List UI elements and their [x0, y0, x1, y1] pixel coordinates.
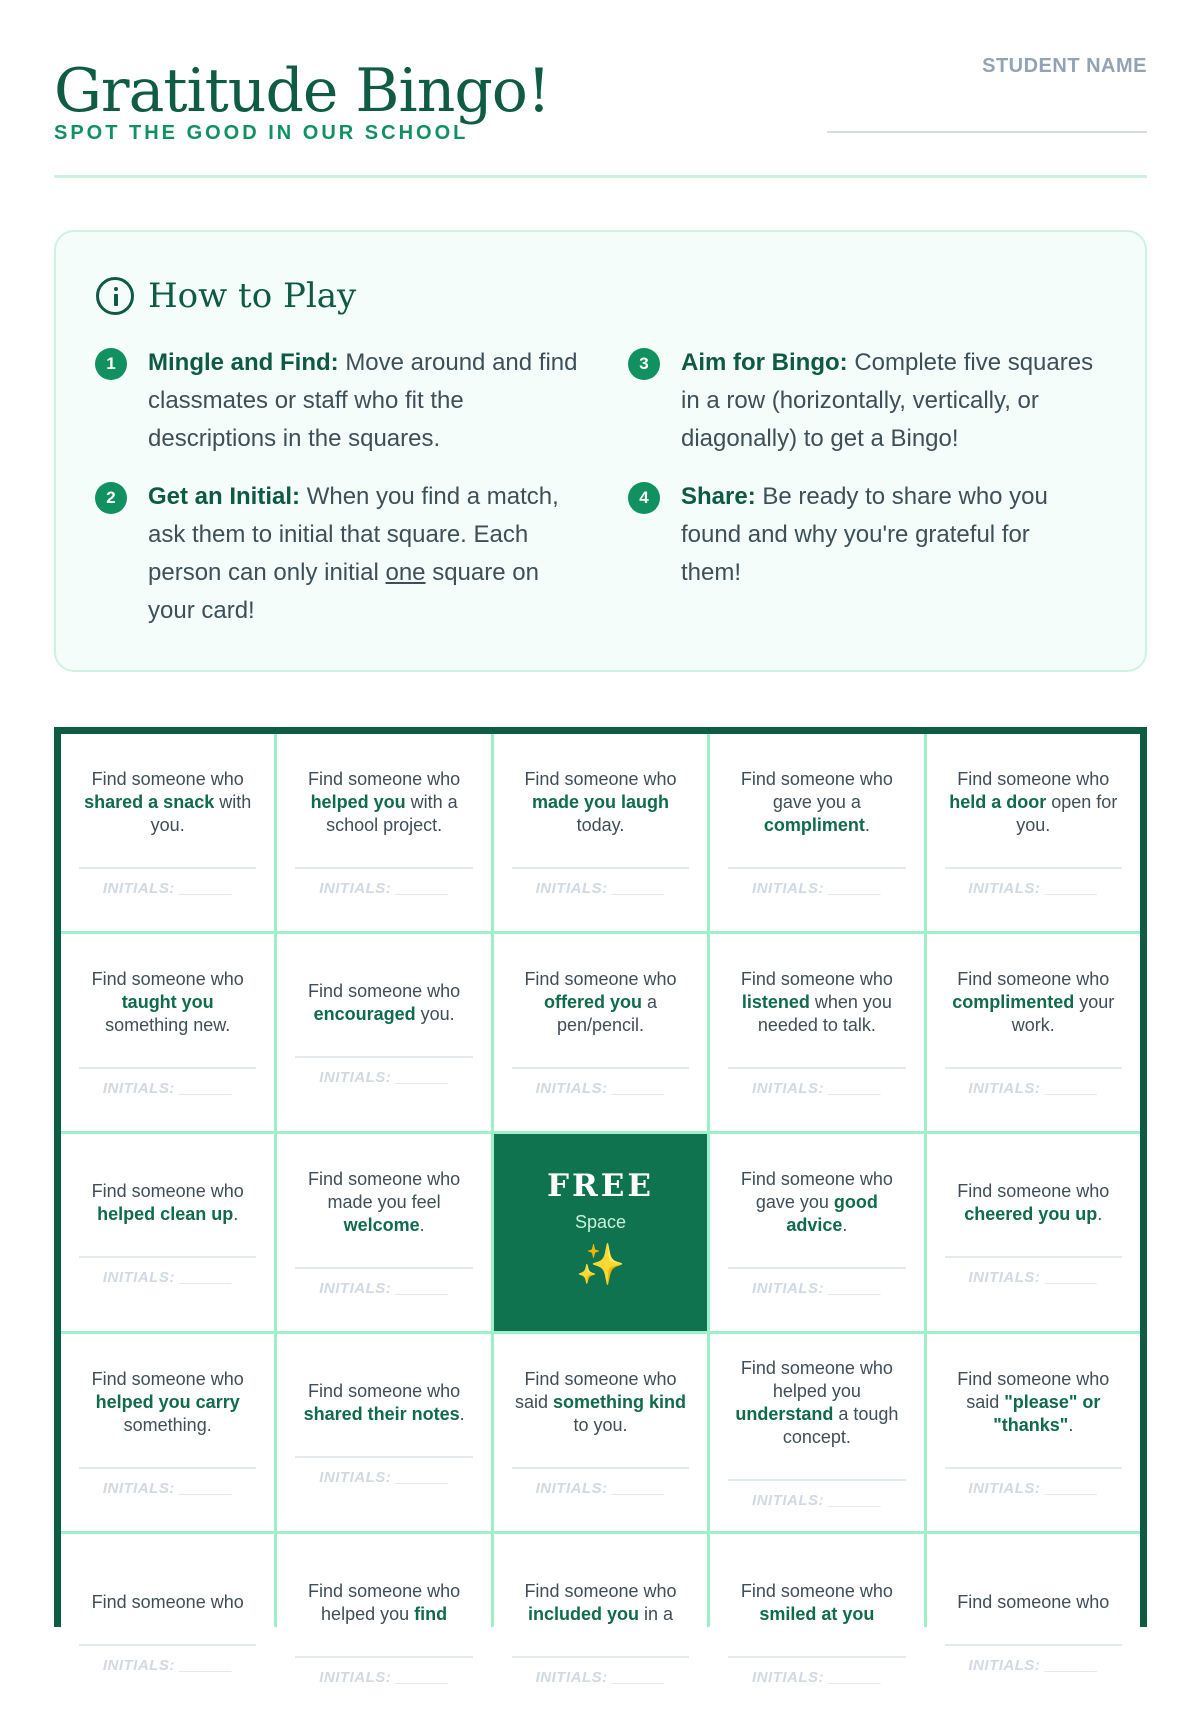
bingo-square-plain: said — [514, 1392, 553, 1412]
step-text: When you find a match, ask them to initial that square. Each person can only initial — [148, 483, 559, 586]
initials-line — [295, 1656, 472, 1658]
initials-label[interactable]: INITIALS: ______ — [319, 1668, 449, 1686]
bingo-square-text — [728, 1168, 905, 1237]
bingo-square-prefix: Find someone who — [957, 1180, 1110, 1201]
step-title: Get an Initial: — [148, 483, 301, 510]
bingo-square[interactable] — [927, 934, 1140, 1131]
initials-line — [728, 1267, 905, 1269]
bingo-square-text — [945, 1591, 1122, 1614]
bingo-square-prefix: Find someone who — [957, 1369, 1110, 1389]
initials-label[interactable]: INITIALS: ______ — [535, 1080, 666, 1097]
bingo-square[interactable] — [494, 1334, 707, 1531]
bingo-square-prefix: Find someone who — [524, 969, 677, 989]
bingo-square-plain: . — [419, 1215, 425, 1235]
how-to-play-title: How to Play — [148, 276, 357, 316]
bingo-square-highlight: included you — [527, 1603, 639, 1624]
step-number-badge: 1 — [95, 348, 127, 380]
bingo-square-text — [295, 980, 472, 1026]
bingo-square-prefix: Find someone who — [957, 969, 1110, 989]
bingo-square-text — [945, 1368, 1122, 1437]
bingo-square-prefix: Find someone who — [740, 1580, 893, 1601]
initials-line — [728, 1656, 905, 1658]
step-number-badge: 2 — [95, 482, 127, 514]
initials-line — [728, 1067, 905, 1069]
bingo-square-text — [295, 1380, 472, 1426]
initials-label[interactable]: INITIALS: ______ — [319, 1068, 449, 1086]
step-text: square on your card! — [148, 559, 539, 624]
bingo-square-prefix: Find someone who — [740, 969, 893, 989]
bingo-square-highlight: helped clean up — [97, 1203, 234, 1224]
step-title: Mingle and Find: — [148, 349, 339, 376]
bingo-square-highlight: taught you — [121, 992, 214, 1012]
how-to-play-panel — [54, 230, 1147, 672]
bingo-square-prefix: Find someone who — [91, 1592, 244, 1612]
step-number-badge: 3 — [628, 348, 660, 380]
initials-line — [79, 1467, 256, 1469]
bingo-square-text — [79, 968, 256, 1037]
step-text: Complete five squares in a row (horizontally, vertically, or diagonally) to get a Bingo! — [681, 349, 1094, 452]
bingo-square-prefix: Find someone who — [308, 1580, 461, 1601]
bingo-square-text — [945, 968, 1122, 1037]
initials-line — [295, 1456, 472, 1458]
bingo-square[interactable] — [277, 1534, 490, 1731]
bingo-square[interactable] — [61, 934, 274, 1131]
bingo-square-highlight: "please" or "thanks" — [993, 1392, 1101, 1435]
bingo-square-plain: said — [966, 1392, 1005, 1412]
bingo-square[interactable] — [927, 1134, 1140, 1331]
bingo-square-prefix: Find someone who — [740, 1169, 893, 1189]
bingo-square[interactable] — [277, 734, 490, 931]
bingo-square[interactable] — [61, 734, 274, 931]
bingo-square-highlight: something kind — [553, 1392, 687, 1412]
bingo-worksheet — [54, 0, 1147, 1686]
page-title: Gratitude Bingo! — [54, 56, 550, 126]
step-number-badge: 4 — [628, 482, 660, 514]
bingo-square-prefix: Find someone who — [308, 1169, 461, 1189]
bingo-square-text — [79, 1180, 256, 1226]
bingo-square-plain: when you needed to talk. — [757, 992, 892, 1035]
initials-line — [512, 867, 689, 869]
initials-line — [79, 867, 256, 869]
bingo-square-highlight: cheered you up — [964, 1203, 1098, 1224]
header — [54, 0, 1147, 178]
bingo-square-text — [728, 768, 905, 837]
bingo-square[interactable] — [710, 1134, 923, 1331]
step-text: Move around and find classmates or staff who fit the descriptions in the squares. — [148, 349, 578, 452]
initials-line — [79, 1256, 256, 1258]
how-to-play-header — [96, 276, 356, 316]
bingo-square-plain: you. — [415, 1003, 455, 1024]
initials-label[interactable]: INITIALS: ______ — [968, 1657, 1099, 1674]
bingo-square-highlight: welcome — [343, 1215, 420, 1235]
bingo-square-highlight: shared a snack — [84, 792, 215, 812]
bingo-square-highlight: offered you — [543, 992, 642, 1012]
bingo-square-highlight: smiled at you — [759, 1603, 875, 1624]
bingo-square-plain: helped you — [772, 1380, 861, 1401]
initials-line — [945, 867, 1122, 869]
bingo-square-plain: to you. — [573, 1415, 628, 1435]
step-4 — [639, 478, 1061, 592]
bingo-square[interactable] — [710, 1534, 923, 1731]
bingo-square-plain: with a school project. — [326, 792, 458, 835]
bingo-square-prefix: Find someone who — [740, 1357, 893, 1378]
bingo-square[interactable] — [710, 734, 923, 931]
initials-line — [512, 1067, 689, 1069]
initials-label[interactable]: INITIALS: ______ — [968, 880, 1099, 897]
bingo-square-prefix: Find someone who — [524, 1580, 677, 1601]
bingo-square-plain: something new. — [105, 1015, 231, 1035]
bingo-square-plain: . — [864, 815, 870, 835]
bingo-square-prefix: Find someone who — [740, 769, 893, 789]
initials-label[interactable]: INITIALS: ______ — [752, 1491, 882, 1509]
bingo-square-plain: your work. — [1011, 992, 1115, 1035]
initials-line — [79, 1067, 256, 1069]
bingo-square-highlight: encouraged — [313, 1003, 416, 1024]
bingo-square-text — [512, 1368, 689, 1437]
initials-label[interactable]: INITIALS: ______ — [752, 880, 882, 897]
initials-label[interactable]: INITIALS: ______ — [752, 1668, 882, 1686]
bingo-square-prefix: Find someone who — [524, 1369, 677, 1389]
bingo-square-text — [79, 768, 256, 837]
bingo-square[interactable] — [927, 1534, 1140, 1731]
sparkles-icon: ✨ — [575, 1243, 626, 1287]
initials-line — [945, 1467, 1122, 1469]
step-1 — [106, 344, 588, 458]
bingo-square-text — [945, 768, 1122, 837]
bingo-square[interactable] — [61, 1534, 274, 1731]
initials-label[interactable]: INITIALS: ______ — [968, 1268, 1099, 1286]
initials-label[interactable]: INITIALS: ______ — [752, 1280, 882, 1297]
step-title: Aim for Bingo: — [681, 349, 848, 376]
bingo-square[interactable] — [277, 1134, 490, 1331]
bingo-square-plain: . — [1097, 1203, 1103, 1224]
step-title: Share: — [681, 483, 756, 510]
bingo-square[interactable] — [710, 934, 923, 1131]
bingo-square-plain: with you. — [150, 792, 252, 835]
initials-label[interactable]: INITIALS: ______ — [968, 1080, 1099, 1097]
bingo-square-highlight: shared their notes — [303, 1403, 460, 1424]
bingo-grid — [54, 727, 1147, 1686]
free-space-subtitle: Space — [574, 1212, 627, 1232]
bingo-square-prefix: Find someone who — [524, 769, 677, 789]
step-3 — [639, 344, 1111, 458]
bingo-square-prefix: Find someone who — [957, 1592, 1110, 1612]
bingo-square-plain: gave you a — [772, 792, 861, 812]
bingo-square[interactable] — [710, 1334, 923, 1531]
bingo-square-plain: something. — [123, 1415, 212, 1435]
initials-label[interactable]: INITIALS: ______ — [102, 1480, 233, 1497]
bingo-square-text — [945, 1180, 1122, 1226]
step-text: Be ready to share who you found and why you're grateful for them! — [681, 483, 1048, 586]
initials-line — [728, 1479, 905, 1481]
initials-label[interactable]: INITIALS: ______ — [102, 1080, 233, 1097]
bingo-square-highlight: helped you carry — [95, 1392, 240, 1412]
bingo-square-prefix: Find someone who — [308, 980, 461, 1001]
initials-label[interactable]: INITIALS: ______ — [752, 1080, 882, 1097]
bingo-square-text — [295, 768, 472, 837]
bingo-square-text — [79, 1591, 256, 1614]
bingo-square-text — [512, 768, 689, 837]
bingo-square-text — [728, 1580, 905, 1626]
bingo-square-highlight: held a door — [949, 792, 1047, 812]
bingo-square-plain: a tough concept. — [782, 1403, 899, 1447]
bingo-square-text — [295, 1168, 472, 1237]
bingo-square-text — [512, 968, 689, 1037]
bingo-square-plain: made you feel — [327, 1192, 441, 1212]
bingo-square-prefix: Find someone who — [308, 769, 461, 789]
bingo-square[interactable] — [277, 1334, 490, 1531]
bingo-square-plain: a pen/pencil. — [556, 992, 657, 1035]
initials-label[interactable]: INITIALS: ______ — [102, 880, 233, 897]
bingo-square-highlight: made you laugh — [531, 792, 669, 812]
initials-line — [512, 1467, 689, 1469]
initials-line — [512, 1656, 689, 1658]
bingo-square-highlight: compliment — [763, 815, 865, 835]
bingo-square-plain: . — [459, 1403, 465, 1424]
bingo-square[interactable] — [927, 734, 1140, 931]
bingo-square-plain: helped you — [321, 1603, 415, 1624]
bingo-square-plain: . — [842, 1215, 848, 1235]
bingo-square-text — [728, 968, 905, 1037]
step-text-underlined: one — [385, 559, 426, 586]
bingo-square-highlight: listened — [741, 992, 810, 1012]
bingo-square-plain: open for you. — [1016, 792, 1118, 835]
initials-line — [295, 1056, 472, 1058]
initials-label[interactable]: INITIALS: ______ — [319, 1280, 449, 1297]
initials-label[interactable]: INITIALS: ______ — [319, 880, 449, 897]
initials-label[interactable]: INITIALS: ______ — [535, 880, 666, 897]
bingo-square[interactable] — [927, 1334, 1140, 1531]
initials-line — [728, 867, 905, 869]
bingo-square[interactable] — [494, 1534, 707, 1731]
bingo-square-text — [512, 1580, 689, 1626]
initials-line — [79, 1644, 256, 1646]
bingo-square-highlight: good advice — [786, 1192, 878, 1235]
bingo-square-prefix: Find someone who — [91, 1369, 244, 1389]
initials-line — [945, 1644, 1122, 1646]
initials-label[interactable]: INITIALS: ______ — [319, 1468, 449, 1486]
bingo-square[interactable] — [277, 934, 490, 1131]
bingo-square[interactable] — [494, 734, 707, 931]
initials-line — [945, 1067, 1122, 1069]
bingo-square-plain: today. — [576, 815, 625, 835]
info-icon — [96, 277, 134, 315]
bingo-square-prefix: Find someone who — [308, 1380, 461, 1401]
initials-label[interactable]: INITIALS: ______ — [968, 1480, 1099, 1497]
bingo-square-plain: in a — [638, 1603, 674, 1624]
free-space-title: FREE — [546, 1168, 654, 1204]
initials-label[interactable]: INITIALS: ______ — [102, 1657, 233, 1674]
bingo-square[interactable] — [61, 1334, 274, 1531]
bingo-square-highlight: understand — [735, 1403, 834, 1424]
bingo-square-prefix: Find someone who — [91, 769, 244, 789]
bingo-square-text — [79, 1368, 256, 1437]
initials-label[interactable]: INITIALS: ______ — [102, 1268, 233, 1286]
initials-line — [945, 1256, 1122, 1258]
initials-line — [295, 1267, 472, 1269]
initials-label[interactable]: INITIALS: ______ — [535, 1668, 666, 1686]
free-space-cell — [494, 1134, 707, 1331]
bingo-square[interactable] — [61, 1134, 274, 1331]
student-name-label: STUDENT NAME — [982, 55, 1147, 77]
bingo-square-highlight: complimented — [952, 992, 1075, 1012]
bingo-square-text — [295, 1580, 472, 1626]
student-name-field[interactable] — [827, 131, 1147, 133]
initials-label[interactable]: INITIALS: ______ — [535, 1480, 666, 1497]
bingo-square-plain: gave you — [755, 1192, 834, 1212]
bingo-square-prefix: Find someone who — [91, 1180, 244, 1201]
bingo-square-text — [728, 1357, 905, 1449]
initials-line — [295, 867, 472, 869]
bingo-square-highlight: find — [414, 1603, 448, 1624]
page-subtitle: SPOT THE GOOD IN OUR SCHOOL — [54, 122, 469, 144]
bingo-square-prefix: Find someone who — [957, 769, 1110, 789]
bingo-square-prefix: Find someone who — [91, 969, 244, 989]
step-2 — [106, 478, 588, 630]
bingo-square[interactable] — [494, 934, 707, 1131]
bingo-square-highlight: helped you — [310, 792, 406, 812]
bingo-square-plain: . — [233, 1203, 239, 1224]
bingo-square-plain: . — [1068, 1415, 1074, 1435]
